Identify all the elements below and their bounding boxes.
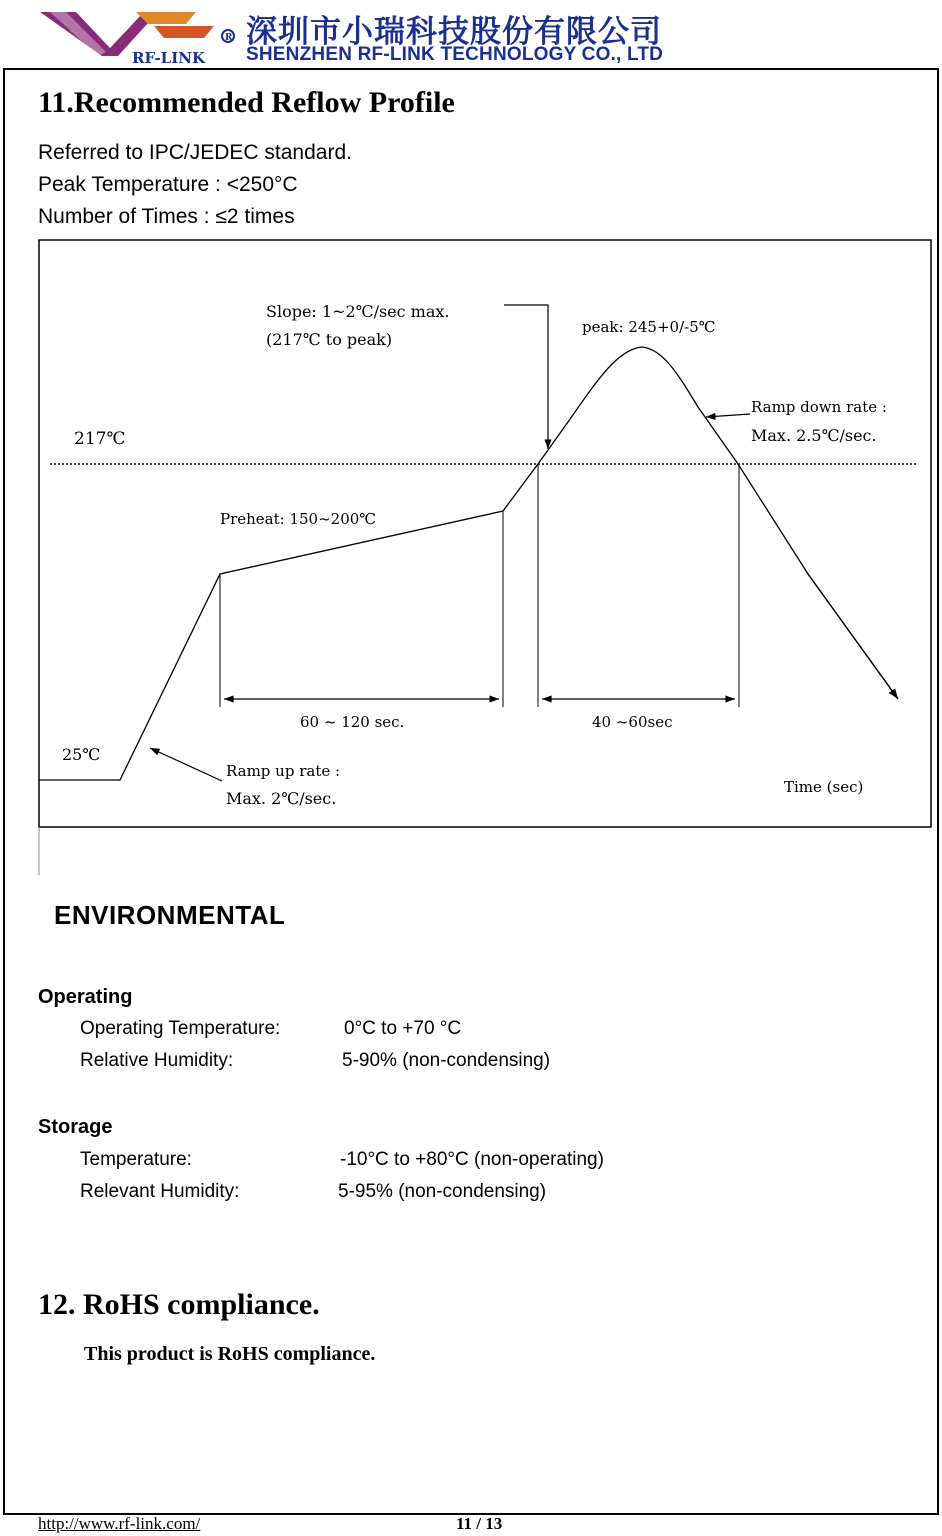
intro-peak-temperature: Peak Temperature : <250°C xyxy=(38,173,298,196)
relative-humidity-value: 5-90% (non-condensing) xyxy=(342,1050,551,1071)
reflow-duration-label: 40 ~60sec xyxy=(592,713,673,731)
svg-text:R: R xyxy=(225,33,233,43)
page-number: 11 / 13 xyxy=(456,1514,503,1533)
company-name-cn: 深圳市小瑞科技股份有限公司 xyxy=(246,14,662,50)
page-header xyxy=(0,0,942,68)
operating-label: Operating xyxy=(38,986,133,1008)
start-temperature-label: 25℃ xyxy=(62,745,101,764)
operating-temperature-label: Operating Temperature: xyxy=(80,1018,281,1039)
ramp-down-annotation-line2: Max. 2.5℃/sec. xyxy=(751,426,877,445)
chart-border xyxy=(39,240,931,827)
x-axis-label: Time (sec) xyxy=(784,778,864,796)
preheat-duration-label: 60 ~ 120 sec. xyxy=(300,713,405,731)
rohs-statement: This product is RoHS compliance. xyxy=(84,1343,376,1365)
company-name-en: SHENZHEN RF-LINK TECHNOLOGY CO., LTD xyxy=(246,44,664,65)
reference-label-217: 217℃ xyxy=(74,429,126,449)
rf-link-logo xyxy=(36,4,266,66)
slope-pointer-arrow xyxy=(504,305,548,449)
ramp-up-annotation-line1: Ramp up rate : xyxy=(226,762,341,780)
section-11-title: 11.Recommended Reflow Profile xyxy=(38,86,455,119)
ramp-down-pointer-arrow xyxy=(706,414,750,417)
profile-end-arrow xyxy=(808,574,898,699)
website-link[interactable]: http://www.rf-link.com/ xyxy=(38,1514,201,1533)
relative-humidity-label: Relative Humidity: xyxy=(80,1050,234,1071)
intro-number-of-times: Number of Times : ≤2 times xyxy=(38,205,295,228)
intro-standard: Referred to IPC/JEDEC standard. xyxy=(38,141,352,164)
ramp-up-pointer-arrow xyxy=(150,748,222,781)
storage-temperature-label: Temperature: xyxy=(80,1149,192,1170)
peak-annotation: peak: 245+0/-5℃ xyxy=(582,318,716,336)
storage-humidity-value: 5-95% (non-condensing) xyxy=(338,1181,547,1202)
preheat-annotation: Preheat: 150~200℃ xyxy=(220,510,377,528)
storage-temperature-value: -10°C to +80°C (non-operating) xyxy=(340,1149,604,1170)
slope-annotation-line1: Slope: 1~2℃/sec max. xyxy=(266,302,450,321)
ramp-up-annotation-line2: Max. 2℃/sec. xyxy=(226,789,337,808)
environmental-title: ENVIRONMENTAL xyxy=(54,900,286,930)
section-12-title: 12. RoHS compliance. xyxy=(38,1288,320,1321)
storage-label: Storage xyxy=(38,1116,113,1138)
operating-temperature-value: 0°C to +70 °C xyxy=(344,1018,462,1039)
slope-annotation-line2: (217℃ to peak) xyxy=(266,330,393,349)
logo-text: RF-LINK xyxy=(132,49,205,66)
storage-humidity-label: Relevant Humidity: xyxy=(80,1181,240,1202)
reflow-profile-chart xyxy=(38,239,932,879)
ramp-down-annotation-line1: Ramp down rate : xyxy=(751,398,887,416)
